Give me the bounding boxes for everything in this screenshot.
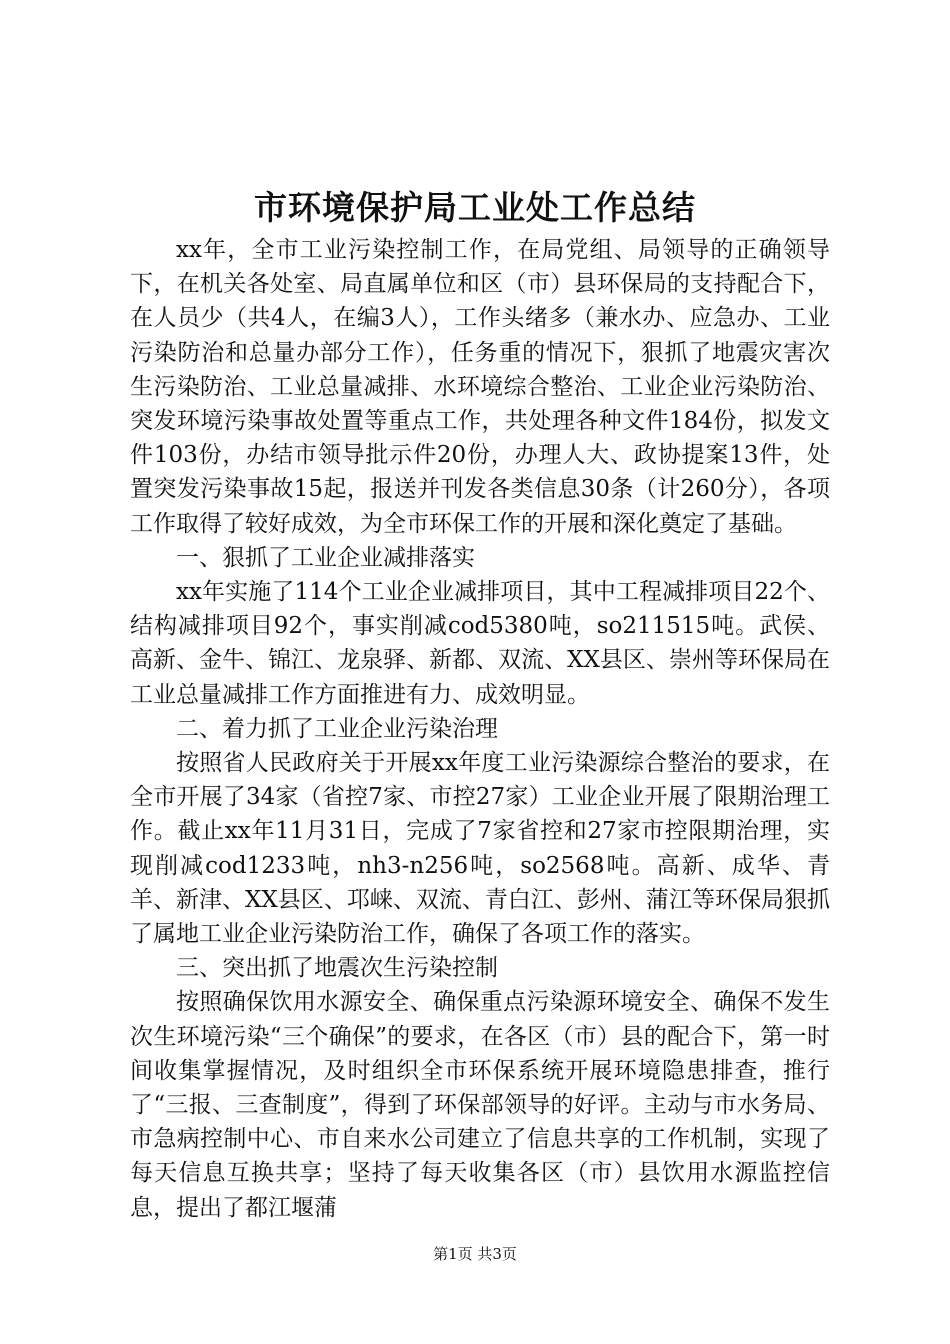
section-heading-3: 三、突出抓了地震次生污染控制 bbox=[176, 955, 498, 982]
page-footer: 第1页 共3页 bbox=[433, 1245, 517, 1263]
section-body-1: xx年实施了114个工业企业减排项目，其中工程减排项目22个、结构减排项目92个，事实削减cod5380吨，so211515吨。武侯、高新、金牛、锦江、龙泉驿、新都、双流、XX县区、崇州等环保局在工业总量减排工作方面推进有力、成效明显。 bbox=[130, 579, 830, 708]
section-body-3: 按照确保饮用水源安全、确保重点污染源环境安全、确保不发生次生环境污染“三个确保”的要求，在各区（市）县的配合下，第一时间收集掌握情况，及时组织全市环保系统开展环境隐患排查，推行了“三报、三查制度”，得到了环保部领导的好评。主动与市水务局、市急病控制中心、市自来水公司建立了信息共享的工作机制，实现了每天信息互换共享；坚持了每天收集各区（市）县饮用水源监控信息，提出了都江堰蒲 bbox=[130, 989, 830, 1221]
section-heading-2: 二、着力抓了工业企业污染治理 bbox=[176, 715, 498, 742]
intro-paragraph: xx年，全市工业污染控制工作，在局党组、局领导的正确领导下，在机关各处室、局直属单位和区（市）县环保局的支持配合下，在人员少（共4人，在编3人），工作头绪多（兼水办、应急办、工业污染防治和总量办部分工作），任务重的情况下，狠抓了地震灾害次生污染防治、工业总量减排、水环境综合整治、工业企业污染防治、突发环境污染事故处置等重点工作，共处理各种文件184份，拟发文件103份，办结市领导批示件20份，办理人大、政协提案13件，处置突发污染事故15起，报送并刊发各类信息30条（计260分），各项工作取得了较好成效，为全市环保工作的开展和深化奠定了基础。 bbox=[130, 237, 830, 537]
document-body bbox=[130, 233, 830, 1225]
document-title: 市环境保护局工业处工作总结 bbox=[254, 188, 696, 227]
section-body-2: 按照省人民政府关于开展xx年度工业污染源综合整治的要求，在全市开展了34家（省控7家、市控27家）工业企业开展了限期治理工作。截止xx年11月31日，完成了7家省控和27家市控限期治理，实现削减cod1233吨，nh3-n256吨，so2568吨。高新、成华、青羊、新津、XX县区、邛崃、双流、青白江、彭州、蒲江等环保局狠抓了属地工业企业污染防治工作，确保了各项工作的落实。 bbox=[130, 750, 830, 948]
section-heading-1: 一、狠抓了工业企业减排落实 bbox=[176, 544, 475, 571]
